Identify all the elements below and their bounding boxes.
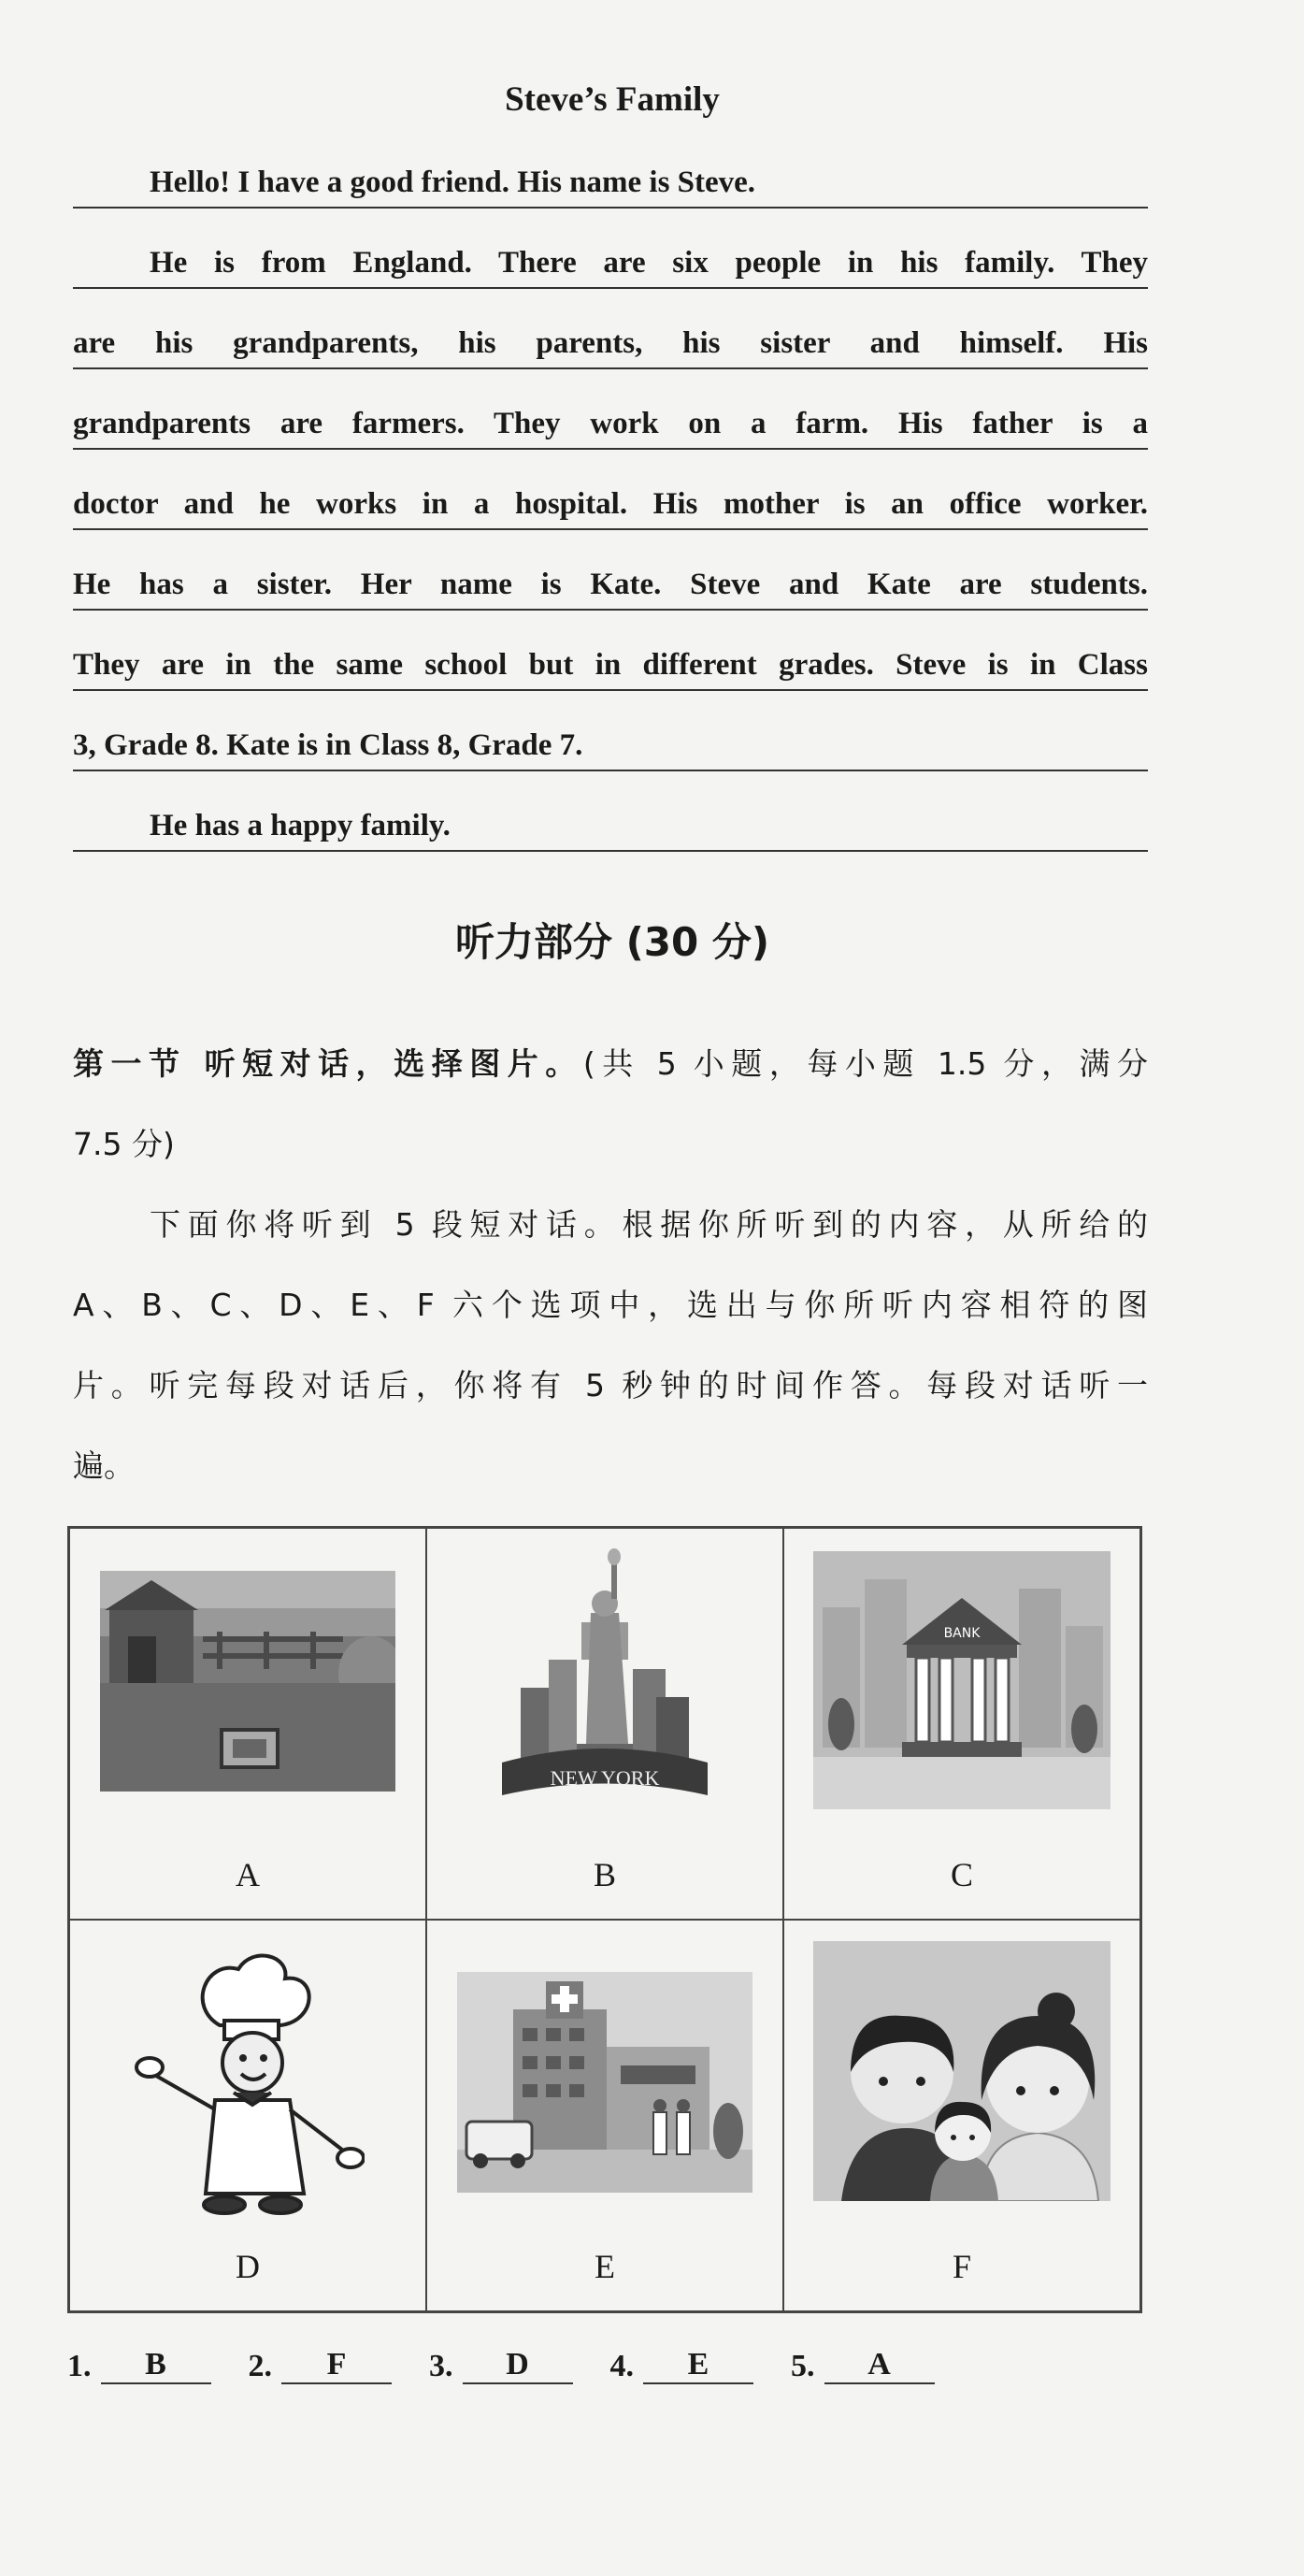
- picture-label-a: A: [236, 1856, 260, 1893]
- picture-label-d: D: [236, 2248, 260, 2285]
- answer-3: [429, 2347, 573, 2384]
- passage-line-4: grandparents are farmers. They work on a farm. His father is a: [73, 405, 1148, 450]
- farm-picture: [100, 1571, 395, 1792]
- passage-title: Steve’s Family: [505, 80, 720, 119]
- picture-cell-f: [783, 1920, 1140, 2311]
- passage-line-1: Hello! I have a good friend. His name is Steve.: [73, 164, 1148, 209]
- section-heading: [73, 1045, 1148, 1083]
- answer-blank[interactable]: A: [824, 2347, 935, 2384]
- passage-line-8: 3, Grade 8. Kate is in Class 8, Grade 7.: [73, 727, 1148, 771]
- passage-line-2: He is from England. There are six people in his family. They: [73, 244, 1148, 289]
- section-heading-rest: (共 5 小题，每小题 1.5 分，满分: [582, 1045, 1148, 1082]
- answer-5: [791, 2347, 935, 2384]
- answer-blank[interactable]: B: [101, 2347, 211, 2384]
- section-title: 听力部分 (30 分): [454, 919, 770, 965]
- bank-caption: BANK: [943, 1626, 981, 1641]
- new-york-caption: NEW YORK: [550, 1766, 660, 1790]
- hospital-picture: [457, 1972, 752, 2193]
- picture-cell-b: [426, 1528, 783, 1920]
- picture-cell-d: [69, 1920, 426, 2311]
- answer-blank[interactable]: E: [643, 2347, 753, 2384]
- passage-line-3: are his grandparents, his parents, his sister and himself. His: [73, 324, 1148, 369]
- answer-1: [67, 2347, 211, 2384]
- answer-number: 2.: [248, 2349, 272, 2383]
- picture-label-b: B: [593, 1856, 616, 1893]
- picture-cell-c: [783, 1528, 1140, 1920]
- instruction-line-1: 下面你将听到 5 段短对话。根据你所听到的内容，从所给的: [150, 1206, 1148, 1243]
- passage-line-6: He has a sister. Her name is Kate. Steve and Kate are students.: [73, 566, 1148, 611]
- picture-label-e: E: [595, 2248, 615, 2285]
- answer-2: [249, 2347, 393, 2384]
- answer-blank[interactable]: F: [281, 2347, 392, 2384]
- answer-blank[interactable]: D: [463, 2347, 573, 2384]
- answer-number: 3.: [429, 2349, 453, 2383]
- picture-grid: [67, 1526, 1142, 2313]
- answer-row: [67, 2347, 935, 2384]
- passage-line-5: doctor and he works in a hospital. His mother is an office worker.: [73, 485, 1148, 530]
- bank-picture: [813, 1551, 1111, 1809]
- instruction-line-4: 遍。: [73, 1447, 135, 1484]
- new-york-picture: [493, 1547, 717, 1800]
- picture-label-c: C: [950, 1856, 973, 1893]
- answer-4: [610, 2347, 754, 2384]
- section-heading-cont: 7.5 分): [73, 1126, 175, 1162]
- picture-label-f: F: [952, 2248, 972, 2285]
- instruction-line-3: 片。听完每段对话后，你将有 5 秒钟的时间作答。每段对话听一: [73, 1367, 1148, 1403]
- instruction-line-2: A、B、C、D、E、F 六个选项中，选出与你所听内容相符的图: [73, 1287, 1148, 1323]
- answer-number: 4.: [609, 2349, 634, 2383]
- answer-number: 1.: [67, 2349, 92, 2383]
- passage-line-9: He has a happy family.: [73, 807, 1148, 852]
- picture-cell-e: [426, 1920, 783, 2311]
- passage-line-7: They are in the same school but in different grades. Steve is in Class: [73, 646, 1148, 691]
- picture-cell-a: [69, 1528, 426, 1920]
- family-picture: [813, 1941, 1111, 2201]
- chef-picture: [131, 1941, 365, 2222]
- answer-number: 5.: [791, 2349, 815, 2383]
- section-heading-bold: 第一节 听短对话，选择图片。: [73, 1045, 583, 1082]
